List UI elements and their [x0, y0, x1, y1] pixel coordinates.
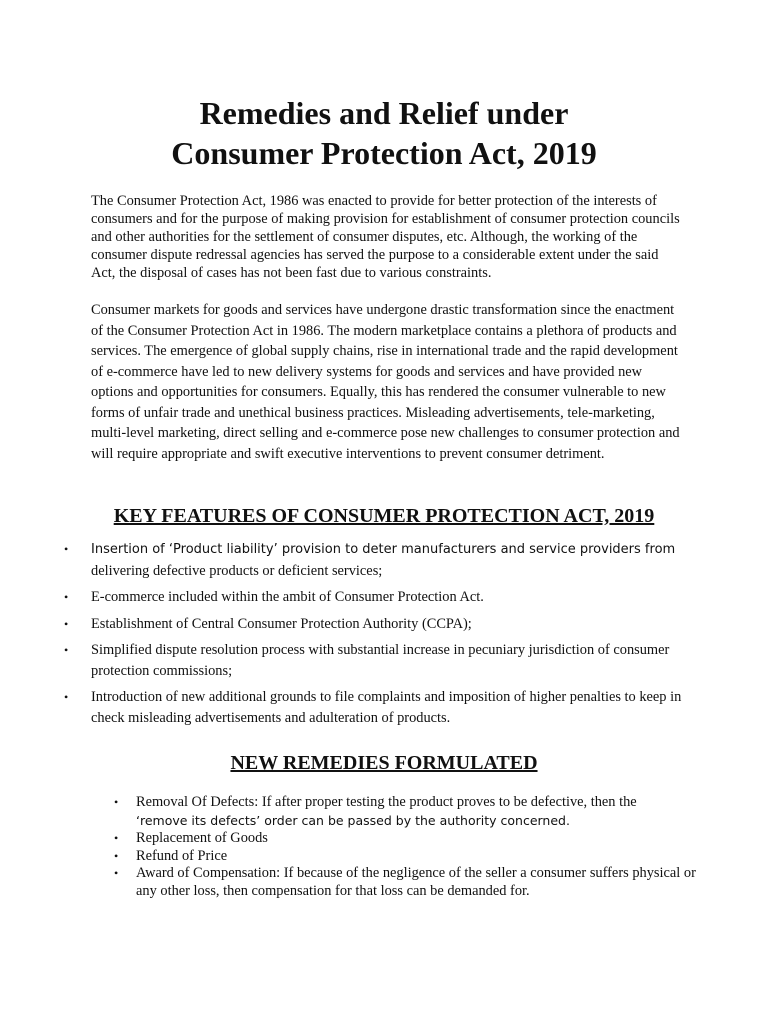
list-item — [64, 614, 691, 635]
list-item-text: Simplified dispute resolution process with substantial increase in pecuniary jurisdiction of consumer protection commissions; — [91, 642, 670, 679]
intro-paragraph: The Consumer Protection Act, 1986 was enacted to provide for better protection of the interests of consumers and for the purpose of making provision for establishment of consumer protection councils and other authorities for the settlement of consumer disputes, etc. Although, the working of the consumer dispute redressal agencies has served the purpose to a considerable extent under the said Act, the disposal of cases has not been fast due to various constraints. — [91, 193, 680, 281]
bullet-icon: • — [114, 866, 119, 880]
list-item — [64, 687, 691, 728]
bullet-icon: • — [64, 590, 69, 604]
list-item — [64, 539, 691, 581]
bullet-icon: • — [114, 831, 119, 845]
title-line-1: Remedies and Relief under — [199, 95, 569, 131]
key-features-heading: KEY FEATURES OF CONSUMER PROTECTION ACT, 2019 — [113, 505, 655, 527]
bullet-icon: • — [114, 848, 119, 863]
list-item — [64, 587, 691, 608]
list-item — [114, 865, 696, 900]
bullet-icon: • — [64, 690, 69, 704]
bullet-icon: • — [64, 616, 69, 631]
bullet-icon: • — [64, 643, 69, 657]
list-item-text: E-commerce included within the ambit of Consumer Protection Act. — [91, 589, 484, 605]
title-line-2: Consumer Protection Act, 2019 — [171, 135, 597, 171]
key-features-list — [64, 539, 691, 734]
list-item-text: Refund of Price — [136, 847, 228, 864]
list-item-text: Establishment of Central Consumer Protection Authority (CCPA); — [91, 615, 472, 632]
list-item — [114, 794, 696, 830]
list-item-text-part1: Removal Of Defects: If after proper testing the product proves to be defective, then the — [136, 794, 637, 810]
list-item-text-part2: ‘remove its defects’ order can be passed by the authority concerned. — [136, 812, 570, 828]
list-item — [114, 847, 696, 866]
list-item-text: Replacement of Goods — [136, 830, 268, 846]
list-item-text-part2: delivering defective products or deficient services; — [91, 562, 383, 579]
new-remedies-heading: NEW REMEDIES FORMULATED — [230, 752, 538, 774]
list-item-text: Award of Compensation: If because of the negligence of the seller a consumer suffers physical or any other loss, then compensation for that loss can be demanded for. — [136, 865, 696, 899]
document-title — [0, 93, 768, 173]
list-item-text: Introduction of new additional grounds to file complaints and imposition of higher penalties to keep in check misleading advertisements and adulteration of products. — [91, 689, 682, 726]
context-paragraph: Consumer markets for goods and services have undergone drastic transformation since the enactment of the Consumer Protection Act in 1986. The modern marketplace contains a plethora of products and services. The emergence of global supply chains, rise in international trade and the rapid development of e-commerce have led to new delivery systems for goods and services and have provided new options and opportunities for consumers. Equally, this has rendered the consumer vulnerable to new forms of unfair trade and unethical business practices. Misleading advertisements, tele-marketing, multi-level marketing, direct selling and e-commerce pose new challenges to consumer protection and will require appropriate and swift executive interventions to prevent consumer detriment. — [91, 302, 680, 462]
new-remedies-list — [114, 794, 696, 900]
list-item-text-part1: Insertion of ‘Product liability’ provision to deter manufacturers and service providers from — [91, 542, 676, 557]
list-item — [64, 640, 691, 681]
list-item — [114, 830, 696, 848]
bullet-icon: • — [114, 795, 119, 809]
bullet-icon: • — [64, 542, 69, 556]
